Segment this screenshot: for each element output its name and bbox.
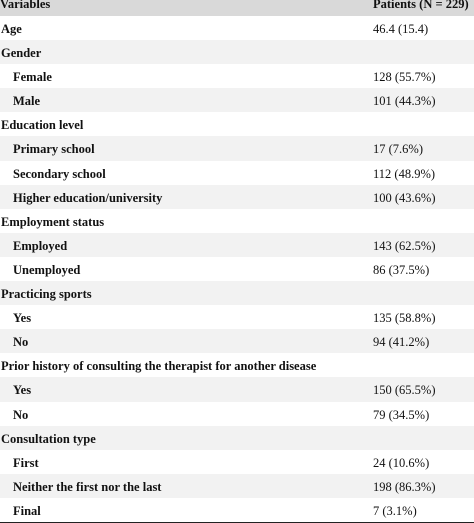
table-row [0, 450, 474, 474]
row-sublabel: Employed [13, 238, 68, 253]
table-row [0, 161, 474, 185]
row-group-label: Prior history of consulting the therapist for another disease [1, 359, 317, 374]
row-group-label: Practicing sports [1, 287, 92, 302]
row-sublabel: No [13, 335, 29, 350]
row-value: 7 (3.1%) [373, 503, 417, 518]
table-row [0, 64, 474, 88]
row-value: 79 (34.5%) [373, 407, 430, 422]
row-sublabel: Male [13, 94, 41, 109]
row-value: 135 (58.8%) [373, 311, 436, 326]
row-group-label: Consultation type [1, 431, 96, 446]
table-row [0, 257, 474, 281]
row-sublabel: First [13, 455, 39, 470]
table-row [0, 233, 474, 257]
table-row [0, 426, 474, 450]
row-sublabel: Secondary school [13, 166, 106, 181]
row-value: 86 (37.5%) [373, 262, 430, 277]
table-row [0, 88, 474, 112]
table-row [0, 185, 474, 209]
row-value: 17 (7.6%) [373, 142, 423, 157]
table-row [0, 281, 474, 305]
row-sublabel: Yes [13, 383, 32, 398]
row-sublabel: Final [13, 503, 41, 518]
table-row [0, 402, 474, 426]
table-row [0, 305, 474, 329]
table-row [0, 474, 474, 498]
table-row [0, 136, 474, 160]
table-row [0, 112, 474, 136]
row-value: 46.4 (15.4) [373, 22, 429, 36]
row-value: 100 (43.6%) [373, 190, 436, 205]
table-row [0, 353, 474, 377]
row-value: 112 (48.9%) [373, 166, 436, 181]
row-value: 143 (62.5%) [373, 238, 436, 253]
row-group-label: Age [1, 22, 22, 36]
row-sublabel: Neither the first nor the last [13, 479, 162, 494]
row-sublabel: Primary school [13, 142, 95, 157]
row-group-label: Gender [1, 46, 42, 61]
row-sublabel: Unemployed [13, 262, 81, 277]
row-sublabel: No [13, 407, 29, 422]
table-body [0, 16, 474, 523]
row-value: 94 (41.2%) [373, 335, 430, 350]
table-row [0, 377, 474, 401]
row-value: 101 (44.3%) [373, 94, 436, 109]
table-row [0, 209, 474, 233]
row-value: 128 (55.7%) [373, 70, 436, 85]
table-row [0, 498, 474, 523]
row-value: 150 (65.5%) [373, 383, 436, 398]
table-row [0, 329, 474, 353]
header-variables: Variables [0, 0, 51, 11]
row-sublabel: Female [13, 70, 52, 85]
row-group-label: Education level [1, 118, 84, 133]
row-value: 24 (10.6%) [373, 455, 430, 470]
table-row [0, 16, 474, 40]
row-value: 198 (86.3%) [373, 479, 436, 494]
table-row [0, 40, 474, 64]
row-sublabel: Yes [13, 311, 32, 326]
table-header [0, 0, 474, 16]
header-patients: Patients (N = 229) [373, 0, 469, 11]
row-group-label: Employment status [1, 214, 105, 229]
row-sublabel: Higher education/university [13, 190, 163, 205]
